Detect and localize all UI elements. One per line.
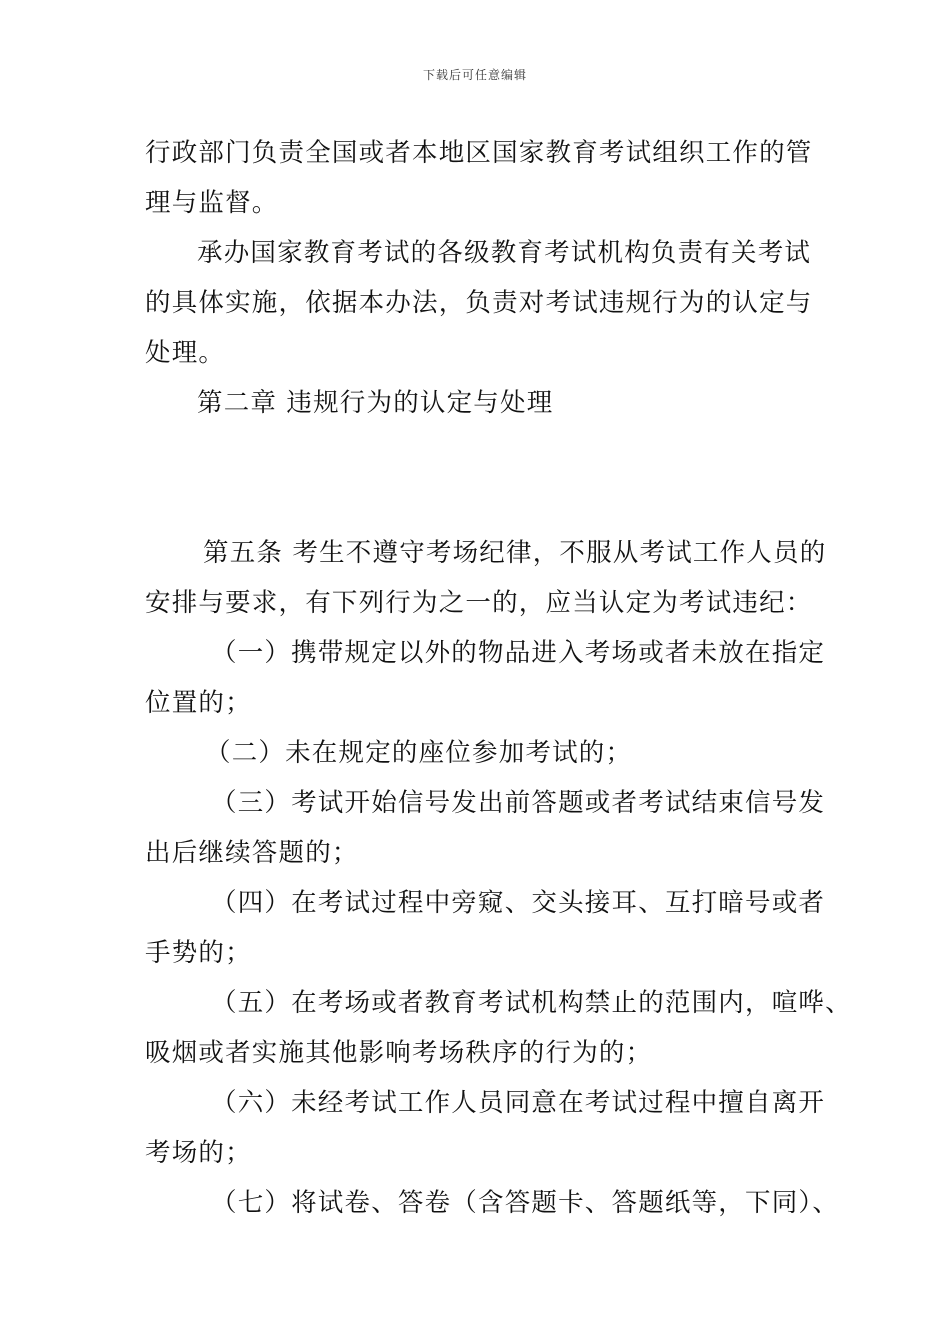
paragraph-line: 承办国家教育考试的各级教育考试机构负责有关考试 (197, 238, 812, 268)
list-item-line: （七）将试卷、答卷（含答题卡、答题纸等，下同）、 (211, 1188, 840, 1218)
list-item-line: （六）未经考试工作人员同意在考试过程中擅自离开 (211, 1088, 826, 1118)
article-heading-line: 第五条 考生不遵守考场纪律，不服从考试工作人员的 (203, 538, 827, 568)
list-item-line: （三）考试开始信号发出前答题或者考试结束信号发 (211, 788, 826, 818)
document-body (145, 128, 852, 1228)
paragraph-line: 理与监督。 (145, 188, 279, 218)
list-item-line: 吸烟或者实施其他影响考场秩序的行为的； (145, 1038, 653, 1068)
list-item-line: 出后继续答题的； (145, 838, 359, 868)
list-item-line: 手势的； (145, 938, 252, 968)
paragraph-line: 处理。 (145, 338, 226, 368)
list-item-line: （五）在考场或者教育考试机构禁止的范围内，喧哗、 (211, 988, 852, 1018)
list-item-line: 位置的； (145, 688, 252, 718)
paragraph-line: 的具体实施，依据本办法，负责对考试违规行为的认定与 (145, 288, 813, 318)
paragraph-line: 行政部门负责全国或者本地区国家教育考试组织工作的管 (145, 138, 813, 168)
chapter-heading: 第二章 违规行为的认定与处理 (197, 388, 554, 418)
list-item-line: （一）携带规定以外的物品进入考场或者未放在指定 (211, 638, 826, 668)
header-note: 下载后可任意编辑 (422, 68, 527, 82)
list-item-line: 考场的； (145, 1138, 252, 1168)
list-item-line: （二）未在规定的座位参加考试的； (205, 738, 633, 768)
paragraph-line: 安排与要求，有下列行为之一的，应当认定为考试违纪： (145, 588, 813, 618)
section-gap (145, 428, 813, 528)
list-item-line: （四）在考试过程中旁窥、交头接耳、互打暗号或者 (211, 888, 826, 918)
